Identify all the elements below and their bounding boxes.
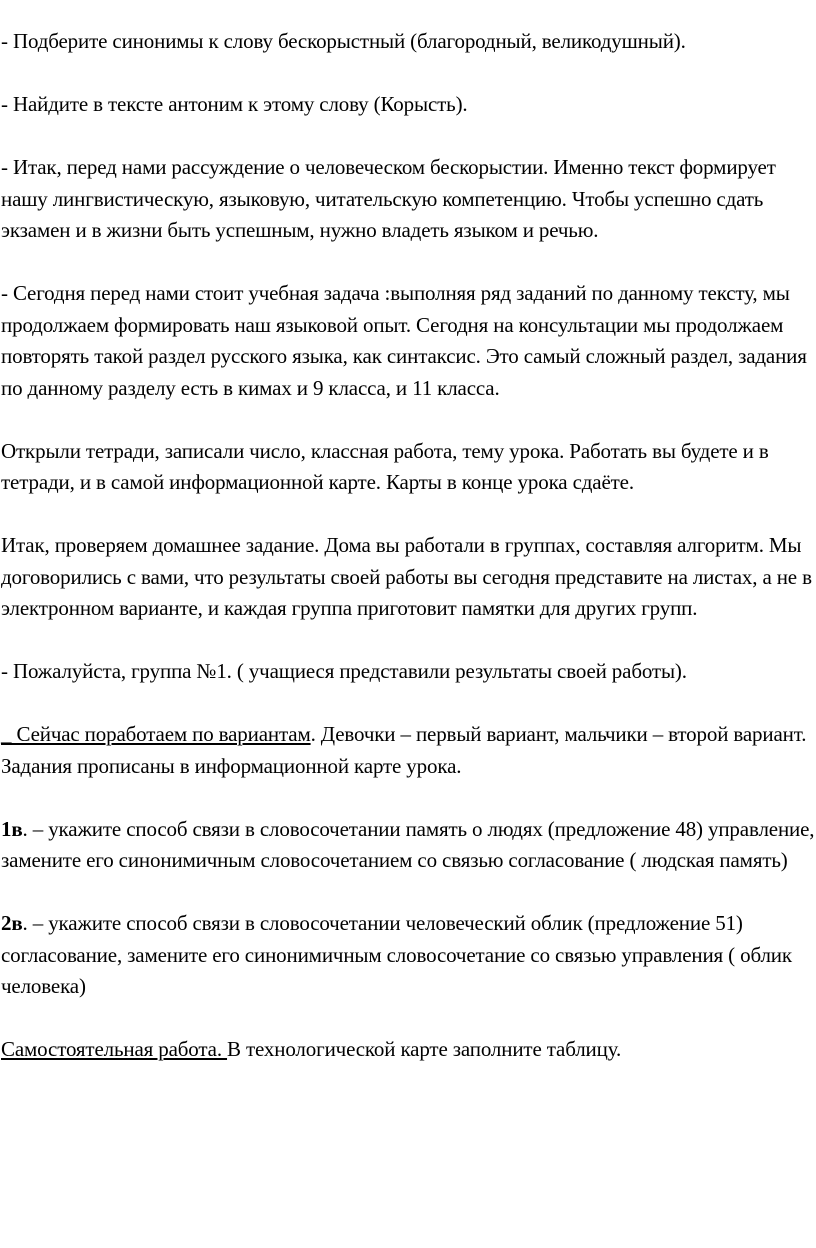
paragraph-learning-task: - Сегодня перед нами стоит учебная задача :выполняя ряд заданий по данному тексту, мы продолжаем формировать наш языковой опыт. Сегодня на консультации мы продолжаем повторять такой раздел русского языка, как синтаксис. Это самый сложный раздел, задания по данному разделу есть в кимах и 9 класса, и 11 класса. [1, 281, 807, 400]
independent-work-heading: Самостоятельная работа. [1, 1037, 228, 1061]
variant-one-text: . – укажите способ связи в словосочетании память о людях (предложение 48) управление, замените его синонимичным словосочетанием со связью согласование ( людская память) [1, 816, 815, 872]
paragraph-group-one: - Пожалуйста, группа №1. ( учащиеся представили результаты своей работы). [1, 659, 687, 683]
paragraph-independent-work [1, 1034, 816, 1066]
variant-two-text: . – укажите способ связи в словосочетании человеческий облик (предложение 51) согласование, замените его синонимичным словосочетание со связью управления ( облик человека) [1, 911, 792, 998]
document-page [1, 26, 816, 1097]
paragraph-reasoning-intro: - Итак, перед нами рассуждение о человеческом бескорыстии. Именно текст формирует нашу лингвистическую, языковую, читательскую компетенцию. Чтобы успешно сдать экзамен и в жизни быть успешным, нужно владеть языком и речью. [1, 155, 776, 242]
paragraph-antonym-question: - Найдите в тексте антоним к этому слову (Корысть). [1, 92, 468, 116]
paragraph-variants [1, 719, 816, 782]
variants-text: . Девочки – первый вариант, мальчики – второй вариант. Задания прописаны в информационной карте урока. [1, 722, 807, 778]
paragraph-variant-two-task [1, 908, 816, 1003]
paragraph-homework-check: Итак, проверяем домашнее задание. Дома вы работали в группах, составляя алгоритм. Мы договорились с вами, что результаты своей работы вы сегодня представите на листах, а не в электронном варианте, и каждая группа приготовит памятки для других групп. [1, 533, 812, 620]
paragraph-variant-one-task [1, 814, 816, 877]
paragraph-synonyms-question: - Подберите синонимы к слову бескорыстный (благородный, великодушный). [1, 29, 686, 53]
variant-two-label: 2в [1, 911, 23, 935]
paragraph-notebook-instructions: Открыли тетради, записали число, классная работа, тему урока. Работать вы будете и в тетради, и в самой информационной карте. Карты в конце урока сдаёте. [1, 438, 769, 494]
independent-work-text: В технологической карте заполните таблицу. [227, 1037, 622, 1061]
variants-heading: _ Сейчас поработаем по вариантам [1, 722, 311, 746]
variant-one-label: 1в [1, 816, 23, 841]
